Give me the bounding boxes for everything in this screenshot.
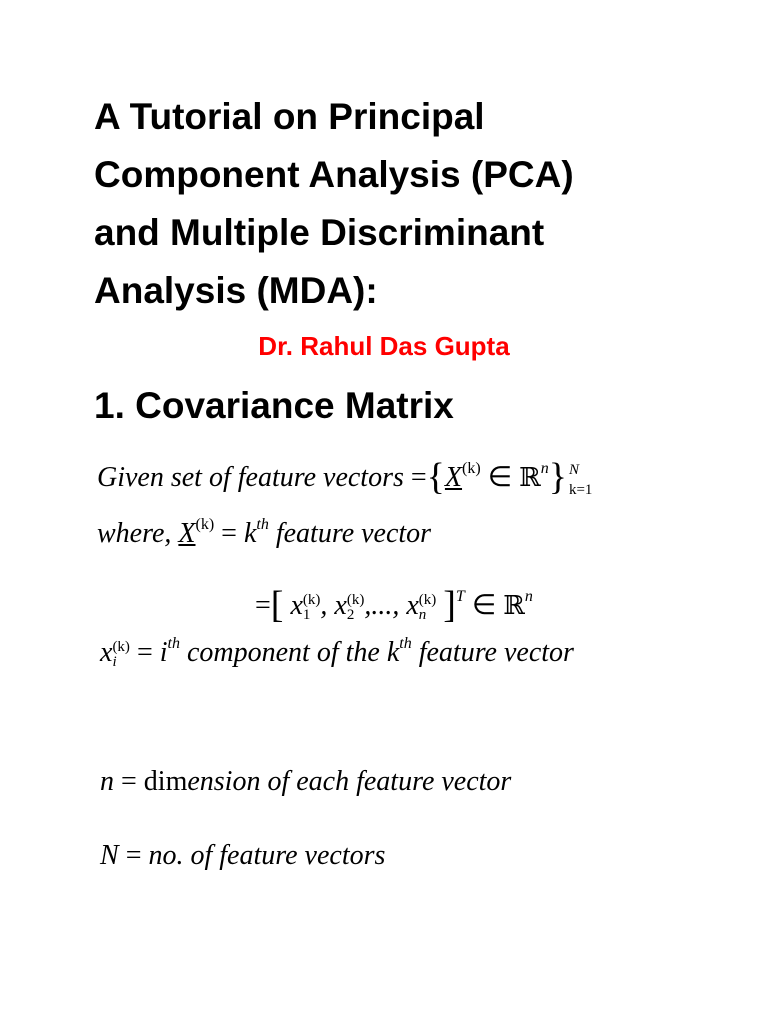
equation-feature-set [97, 452, 592, 500]
equals-sign: = [121, 766, 137, 797]
superscript-n: n [524, 588, 533, 605]
equation-components [255, 580, 533, 624]
equation-count [100, 840, 385, 872]
element-of-symbol: ∈ [471, 590, 497, 621]
comma: , [320, 590, 328, 621]
eq2-text: feature vector [275, 518, 432, 549]
superscript-k: (k) [462, 460, 481, 477]
subscript-1: 1 [302, 606, 311, 623]
superscript-th: th [167, 635, 180, 652]
equals-sign: = [255, 590, 271, 621]
k-variable: k [386, 637, 400, 668]
element-of-symbol: ∈ [487, 462, 513, 493]
subscript-2: 2 [346, 606, 355, 623]
equals-sign: = [410, 462, 427, 493]
subscript-i: i [112, 653, 117, 670]
x-variable: x [406, 590, 419, 621]
eq5-text: ension of each feature vector [187, 766, 512, 797]
title-line: Component Analysis (PCA) [94, 154, 574, 195]
eq6-text: no. of feature vectors [148, 840, 386, 871]
superscript-t: T [455, 588, 465, 605]
superscript-k: (k) [346, 591, 365, 608]
title-line: A Tutorial on Principal [94, 96, 485, 137]
N-variable: N [100, 840, 119, 871]
equation-component-definition [100, 637, 574, 670]
equals-sign: = [136, 637, 153, 668]
eq4-middle-text: component of the [186, 637, 380, 668]
ellipsis: ,..., [364, 590, 400, 621]
k-variable: k [243, 518, 257, 549]
superscript-th: th [399, 635, 412, 652]
superscript-k: (k) [418, 591, 437, 608]
upper-limit: N [568, 461, 579, 478]
equation-where [97, 518, 431, 550]
lower-limit: k=1 [568, 481, 593, 498]
subscript-n: n [418, 606, 427, 623]
open-bracket: [ [270, 584, 284, 626]
title-line: and Multiple Discriminant [94, 212, 545, 253]
vector-x: X [444, 462, 463, 493]
eq4-end-text: feature vector [418, 637, 574, 668]
document-title [94, 88, 734, 320]
close-bracket: ] [443, 584, 456, 626]
eq1-lhs-text: Given set of feature vectors [97, 462, 404, 493]
close-brace: } [548, 456, 567, 498]
real-numbers-symbol: ℝ [519, 463, 541, 493]
x-variable: x [334, 590, 347, 621]
dim-operator: dim [143, 766, 188, 797]
superscript-k: (k) [195, 516, 215, 533]
equals-sign: = [221, 518, 237, 549]
n-variable: n [100, 766, 114, 797]
where-text: where, [97, 518, 172, 549]
equation-dimension [100, 766, 511, 798]
section-heading: 1. Covariance Matrix [94, 385, 454, 426]
i-variable: i [159, 637, 168, 668]
superscript-n: n [540, 460, 549, 477]
real-numbers-symbol: ℝ [503, 591, 525, 621]
open-brace: { [426, 456, 445, 498]
vector-x: X [178, 518, 196, 549]
x-variable: x [100, 637, 113, 668]
x-variable: x [290, 590, 303, 621]
set-limits [569, 460, 592, 500]
superscript-k: (k) [302, 591, 321, 608]
title-line: Analysis (MDA): [94, 270, 378, 311]
superscript-th: th [256, 516, 269, 533]
superscript-k: (k) [112, 638, 130, 655]
author-name: Dr. Rahul Das Gupta [258, 331, 510, 361]
equals-sign: = [125, 840, 142, 871]
